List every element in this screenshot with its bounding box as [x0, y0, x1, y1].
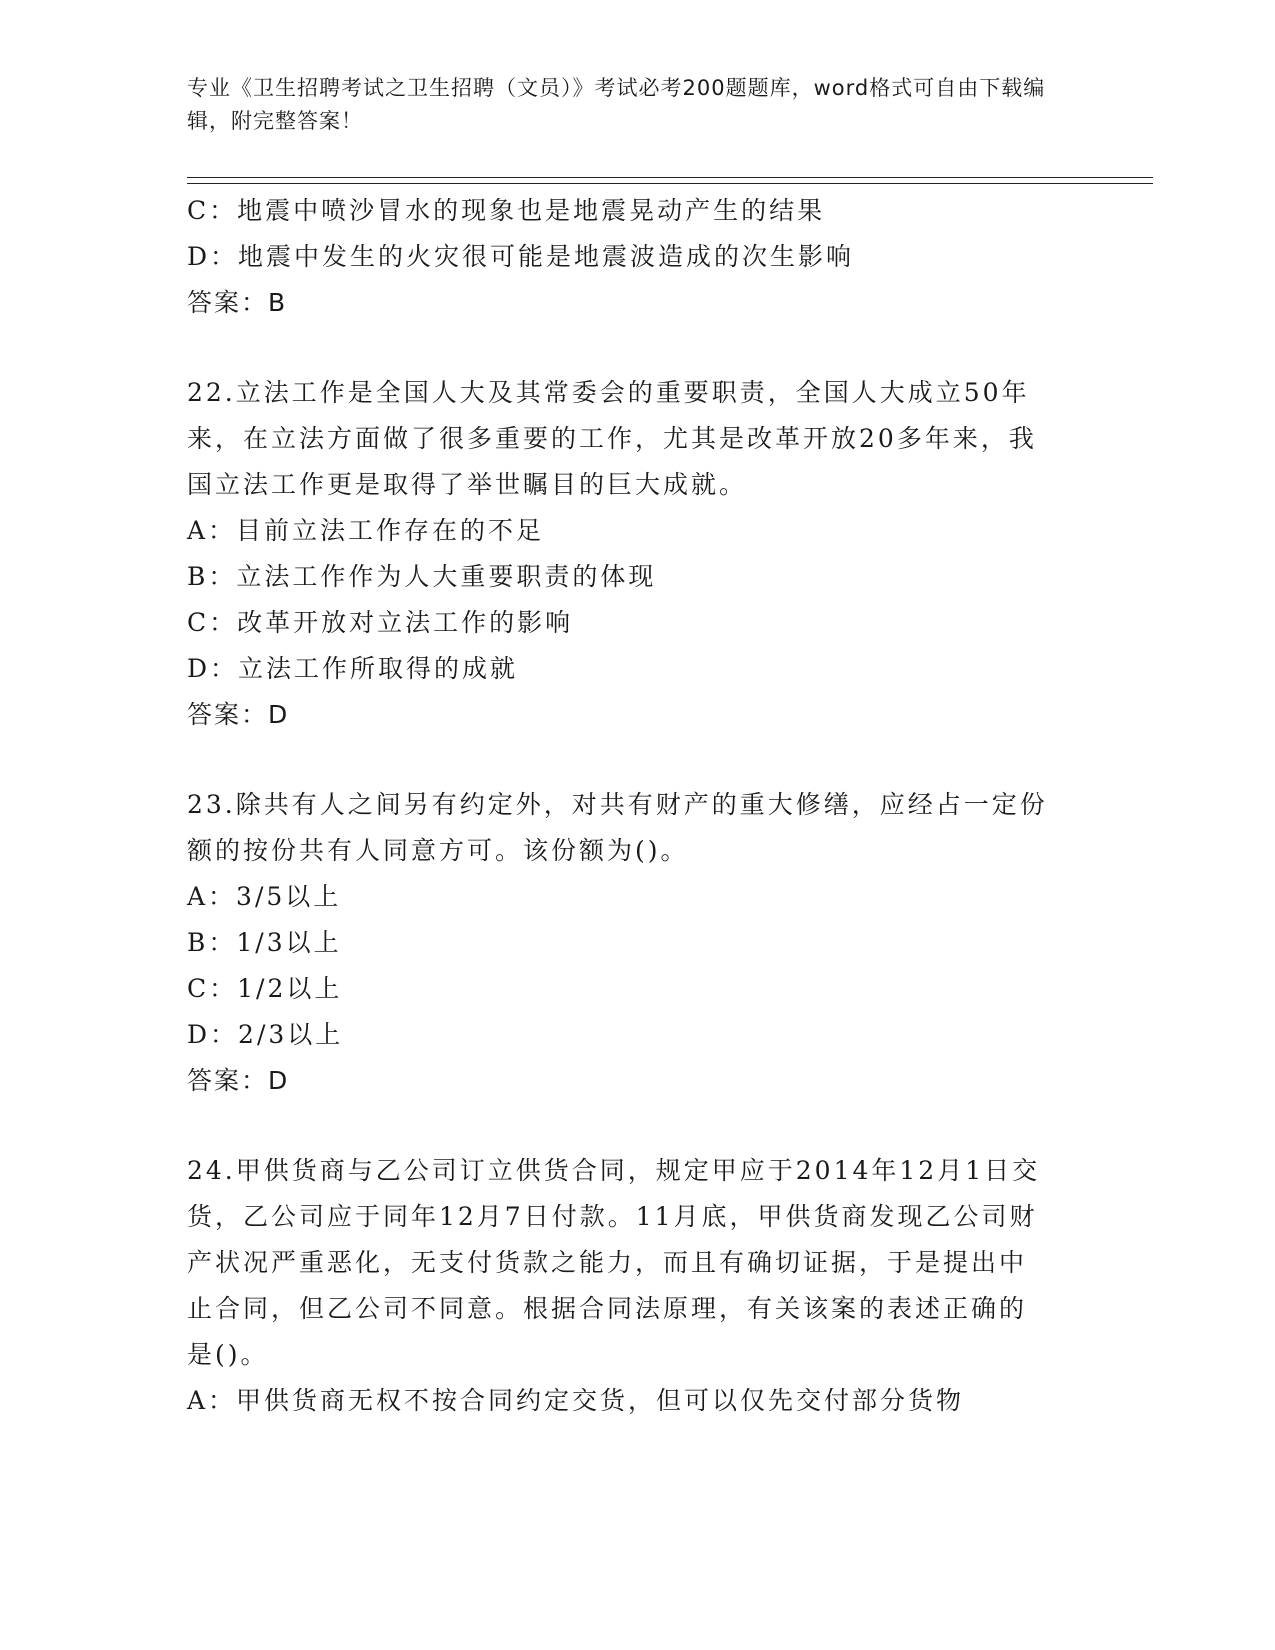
question-text-line: 止合同，但乙公司不同意。根据合同法原理，有关该案的表述正确的: [187, 1294, 1028, 1323]
question-content: [187, 188, 1087, 1424]
question-23: [187, 782, 1087, 1104]
question-text-line: 24.甲供货商与乙公司订立供货合同，规定甲应于2014年12月1日交: [187, 1156, 1041, 1185]
question-24: [187, 1148, 1087, 1424]
question-text-line: 货，乙公司应于同年12月7日付款。11月底，甲供货商发现乙公司财: [187, 1202, 1038, 1231]
question-text-line: 国立法工作更是取得了举世瞩目的巨大成就。: [187, 470, 748, 499]
question-22: [187, 370, 1087, 738]
spacer: [187, 738, 1087, 782]
option-a: A：目前立法工作存在的不足: [187, 516, 545, 545]
question-text-line: 23.除共有人之间另有约定外，对共有财产的重大修缮，应经占一定份: [187, 790, 1048, 819]
option-a: A：3/5以上: [187, 882, 342, 911]
question-21-continuation: [187, 188, 1087, 326]
question-text-line: 产状况严重恶化，无支付货款之能力，而且有确切证据，于是提出中: [187, 1248, 1028, 1277]
question-text-line: 额的按份共有人同意方可。该份额为()。: [187, 836, 689, 865]
option-d: D：2/3以上: [187, 1020, 344, 1049]
spacer: [187, 326, 1087, 370]
option-a: A：甲供货商无权不按合同约定交货，但可以仅先交付部分货物: [187, 1386, 965, 1415]
option-d: D：地震中发生的火灾很可能是地震波造成的次生影响: [187, 242, 855, 271]
question-text-line: 是()。: [187, 1340, 269, 1369]
question-text-line: 来，在立法方面做了很多重要的工作，尤其是改革开放20多年来，我: [187, 424, 1037, 453]
option-c: C：改革开放对立法工作的影响: [187, 608, 574, 637]
header-divider-top: [187, 177, 1153, 178]
answer: 答案：D: [187, 1066, 290, 1095]
question-text-line: 22.立法工作是全国人大及其常委会的重要职责，全国人大成立50年: [187, 378, 1030, 407]
option-c: C：地震中喷沙冒水的现象也是地震晃动产生的结果: [187, 196, 826, 225]
page-header: 专业《卫生招聘考试之卫生招聘（文员）》考试必考200题题库，word格式可自由下载编辑，附完整答案！: [187, 76, 1046, 133]
option-d: D：立法工作所取得的成就: [187, 654, 519, 683]
spacer: [187, 1104, 1087, 1148]
answer: 答案：D: [187, 700, 290, 729]
header-divider-bottom: [187, 183, 1153, 184]
option-b: B：1/3以上: [187, 928, 342, 957]
option-b: B：立法工作作为人大重要职责的体现: [187, 562, 657, 591]
answer: 答案：B: [187, 288, 288, 317]
option-c: C：1/2以上: [187, 974, 343, 1003]
